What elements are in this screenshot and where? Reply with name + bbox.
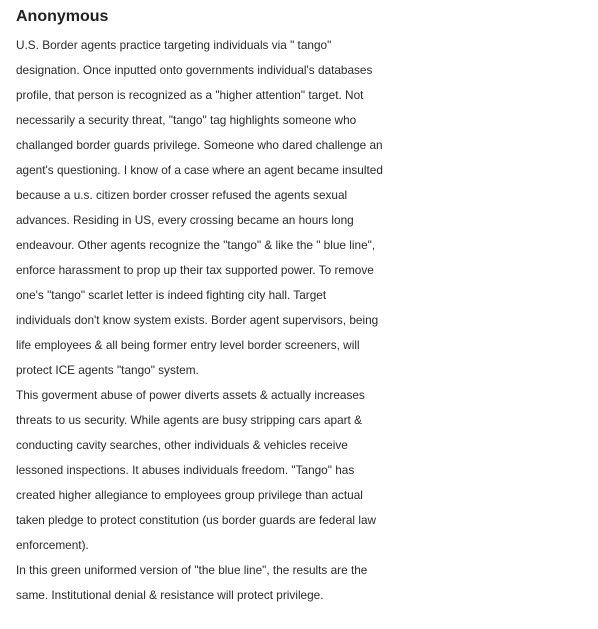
comment-line: taken pledge to protect constitution (us border guards are federal law xyxy=(16,513,377,527)
comment-line: created higher allegiance to employees group privilege than actual xyxy=(16,488,363,502)
comment-author: Anonymous xyxy=(16,8,109,25)
comment-line: conducting cavity searches, other individuals & vehicles receive xyxy=(16,438,348,452)
comment-line: challanged border guards privilege. Someone who dared challenge an xyxy=(16,138,383,152)
comment-line: This goverment abuse of power diverts assets & actually increases xyxy=(16,388,365,402)
comment-line: protect ICE agents "tango" system. xyxy=(16,363,199,377)
comment-line: threats to us security. While agents are busy stripping cars apart & xyxy=(16,413,362,427)
comment-line: enforcement). xyxy=(16,538,89,552)
comment-line: necessarily a security threat, "tango" tag highlights someone who xyxy=(16,113,357,127)
comment-line: profile, that person is recognized as a "higher attention" target. Not xyxy=(16,88,364,102)
comment-line: lessoned inspections. It abuses individuals freedom. "Tango" has xyxy=(16,463,355,477)
comment-line: life employees & all being former entry level border screeners, will xyxy=(16,338,360,352)
comment-line: designation. Once inputted onto governments individual's databases xyxy=(16,63,373,77)
comment-line: endeavour. Other agents recognize the "tango" & like the " blue line", xyxy=(16,238,376,252)
comment-line: agent's questioning. I know of a case where an agent became insulted xyxy=(16,163,383,177)
comment-line: because a u.s. citizen border crosser refused the agents sexual xyxy=(16,188,348,202)
comment-body xyxy=(16,33,598,608)
comment-line: one's "tango" scarlet letter is indeed fighting city hall. Target xyxy=(16,288,327,302)
comment-line: U.S. Border agents practice targeting individuals via " tango" xyxy=(16,38,332,52)
comment-line: advances. Residing in US, every crossing became an hours long xyxy=(16,213,354,227)
comment-line: In this green uniformed version of "the blue line", the results are the xyxy=(16,563,368,577)
comment-line: individuals don't know system exists. Border agent supervisors, being xyxy=(16,313,379,327)
comment-line: same. Institutional denial & resistance will protect privilege. xyxy=(16,588,324,602)
comment-line: enforce harassment to prop up their tax supported power. To remove xyxy=(16,263,374,277)
